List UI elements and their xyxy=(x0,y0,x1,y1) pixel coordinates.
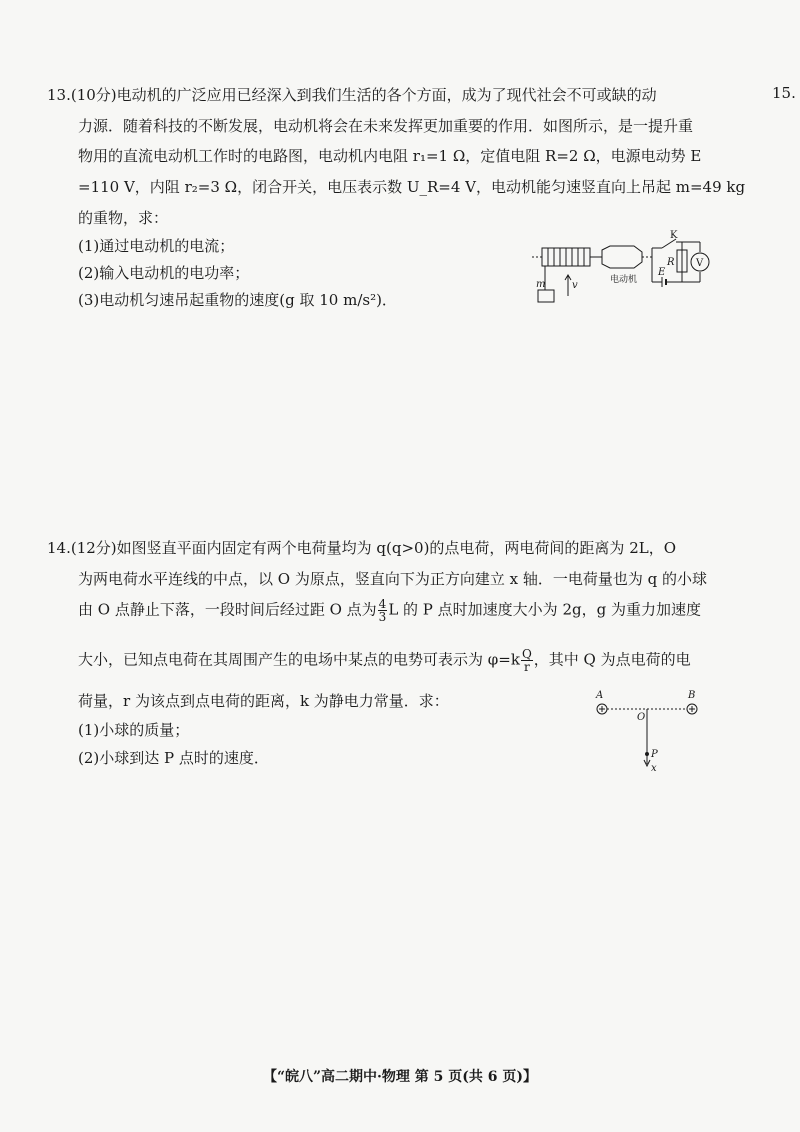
q14-line-3-text-b: L 的 P 点时加速度大小为 2g，g 为重力加速度 xyxy=(388,600,701,619)
q13-line-1: 13.(10分)电动机的广泛应用已经深入到我们生活的各个方面，成为了现代社会不可或缺的动 xyxy=(47,86,657,104)
label-b: B xyxy=(688,690,696,701)
q14-line-4 xyxy=(78,648,691,673)
q14-line-3-text-a: 由 O 点静止下落，一段时间后经过距 O 点为 xyxy=(78,600,377,619)
q13-line-2: 力源．随着科技的不断发展，电动机将会在未来发挥更加重要的作用．如图所示，是一提升重 xyxy=(78,117,694,135)
label-p: P xyxy=(651,749,658,760)
q14-line-1: 14.(12分)如图竖直平面内固定有两个电荷量均为 q(q>0)的点电荷，两电荷间的距离为 2L，O xyxy=(47,539,677,557)
fraction-numerator: 4 xyxy=(378,597,387,611)
q14-line-4-text-a: 大小，已知点电荷在其周围产生的电场中某点的电势可表示为 φ=k xyxy=(78,650,520,669)
q14-line-5: 荷量，r 为该点到点电荷的距离，k 为静电力常量．求： xyxy=(78,692,449,710)
q13-sub-3: (3)电动机匀速吊起重物的速度(g 取 10 m/s²)． xyxy=(78,291,397,309)
label-o: O xyxy=(637,712,646,723)
fraction-four-thirds xyxy=(378,598,388,623)
velocity-label: v xyxy=(572,280,578,291)
page-footer: 【“皖八”高二期中·物理 第 5 页(共 6 页)】 xyxy=(262,1069,538,1085)
q14-sub-2: (2)小球到达 P 点时的速度． xyxy=(78,749,269,767)
q13-line-4: =110 V，内阻 r₂=3 Ω，闭合开关，电压表示数 U_R=4 V，电动机能匀速竖直向上吊起 m=49 kg xyxy=(78,178,746,196)
q14-line-2: 为两电荷水平连线的中点，以 O 为原点，竖直向下为正方向建立 x 轴．一电荷量也为 q 的小球 xyxy=(78,570,707,588)
q13-line-5: 的重物，求： xyxy=(78,209,169,227)
point-p xyxy=(646,753,649,756)
fraction-denominator: 3 xyxy=(378,610,387,624)
motor-circuit-figure xyxy=(530,228,710,308)
q13-line-3: 物用的直流电动机工作时的电路图，电动机内电阻 r₁=1 Ω，定值电阻 R=2 Ω，电源电动势 E xyxy=(78,147,702,165)
switch-label: K xyxy=(670,230,678,241)
q14-line-3 xyxy=(78,598,701,623)
mass-block xyxy=(538,290,554,302)
mass-label: m xyxy=(536,279,546,290)
fraction-numerator: Q xyxy=(521,647,532,661)
resistor-label: R xyxy=(667,257,675,268)
label-x: x xyxy=(651,763,657,774)
point-charges-figure xyxy=(590,682,710,782)
next-question-number: 15. xyxy=(772,84,796,102)
fraction-denominator: r xyxy=(523,660,530,674)
fraction-q-over-r xyxy=(521,648,533,673)
q13-sub-1: (1)通过电动机的电流； xyxy=(78,237,235,255)
motor-label: 电动机 xyxy=(610,275,638,285)
q14-line-4-text-b: ，其中 Q 为点电荷的电 xyxy=(533,650,691,669)
q14-sub-1: (1)小球的质量； xyxy=(78,721,190,739)
label-a: A xyxy=(596,690,604,701)
q13-sub-2: (2)输入电动机的电功率； xyxy=(78,264,250,282)
emf-label: E xyxy=(658,267,666,278)
motor-body xyxy=(602,246,642,268)
voltmeter-label: V xyxy=(696,258,704,269)
